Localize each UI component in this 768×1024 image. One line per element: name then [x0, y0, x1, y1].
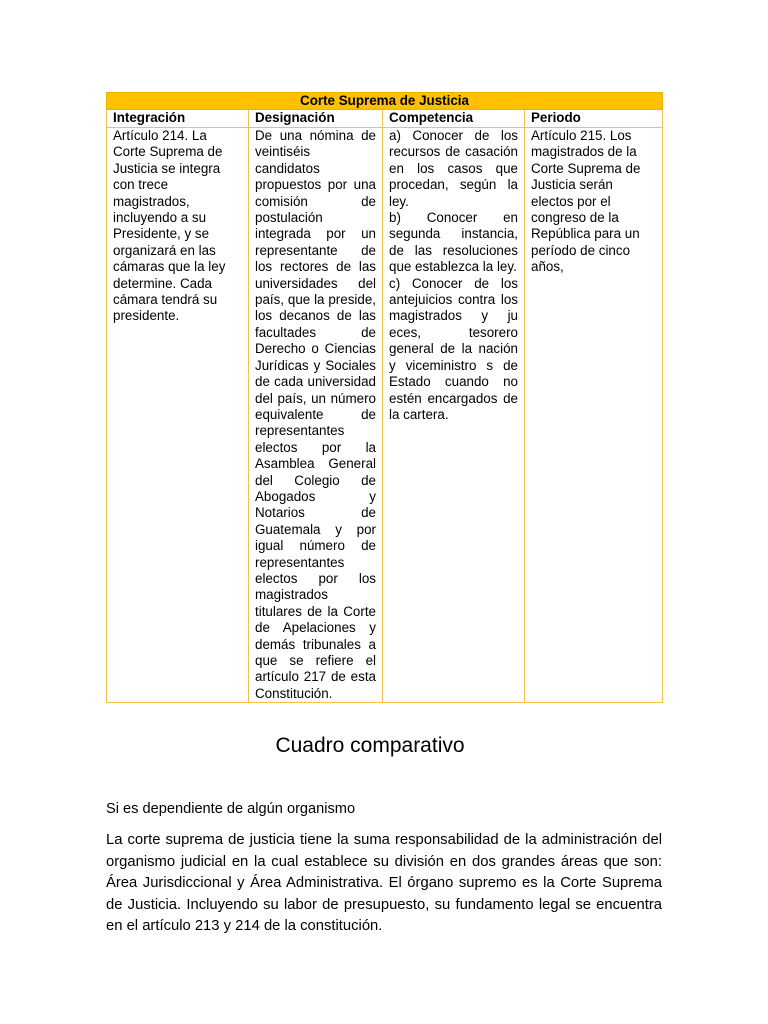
cell-periodo: Artículo 215. Los magistrados de la Corte Suprema de Justicia serán electos por el congreso de la República para un período de cinco años, [525, 128, 663, 703]
header-periodo: Periodo [525, 110, 663, 128]
table-row [107, 128, 663, 703]
question-heading: Si es dependiente de algún organismo [106, 801, 356, 817]
answer-paragraph: La corte suprema de justicia tiene la suma responsabilidad de la administración del organismo judicial en la cual establece su división en dos grandes áreas que son: Área Jurisdiccional y Área Administrativa. El órgano supremo es la Corte Suprema de Justicia. Incluyendo su labor de presupuesto, su fundamento legal se encuentra en el artículo 213 y 214 de la constitución. [106, 832, 662, 934]
table-title: Corte Suprema de Justicia [107, 93, 663, 110]
comparison-table [106, 92, 663, 703]
competencia-item-c: c) Conocer de los antejuicios contra los magistrados y ju eces, tesorero general de la nación y viceministro s de Estado cuando no estén encargados de la cartera. [389, 275, 518, 422]
table-title-row [107, 93, 663, 110]
header-designacion: Designación [249, 110, 383, 128]
header-competencia: Competencia [383, 110, 525, 128]
comparison-table-container [106, 92, 662, 703]
header-integracion: Integración [107, 110, 249, 128]
competencia-item-b: b) Conocer en segunda instancia, de las resoluciones que establezca la ley. [389, 210, 518, 275]
cell-competencia [383, 128, 525, 703]
table-caption: Cuadro comparativo [275, 734, 465, 757]
competencia-item-a: a) Conocer de los recursos de casación en los casos que procedan, según la ley. [389, 128, 518, 209]
cell-designacion: De una nómina de veintiséis candidatos propuestos por una comisión de postulación integrada por un representante de los rectores de las universidades del país, que la preside, los decanos de las facultades de Derecho o Ciencias Jurídicas y Sociales de cada universidad del país, un número equivalente de representantes electos por la Asamblea General del Colegio de Abogados y Notarios de Guatemala y por igual número de representantes electos por los magistrados titulares de la Corte de Apelaciones y demás tribunales a que se refiere el artículo 217 de esta Constitución. [249, 128, 383, 703]
cell-integracion: Artículo 214. La Corte Suprema de Justicia se integra con trece magistrados, incluyendo a su Presidente, y se organizará en las cámaras que la ley determine. Cada cámara tendrá su presidente. [107, 128, 249, 703]
table-header-row [107, 110, 663, 128]
